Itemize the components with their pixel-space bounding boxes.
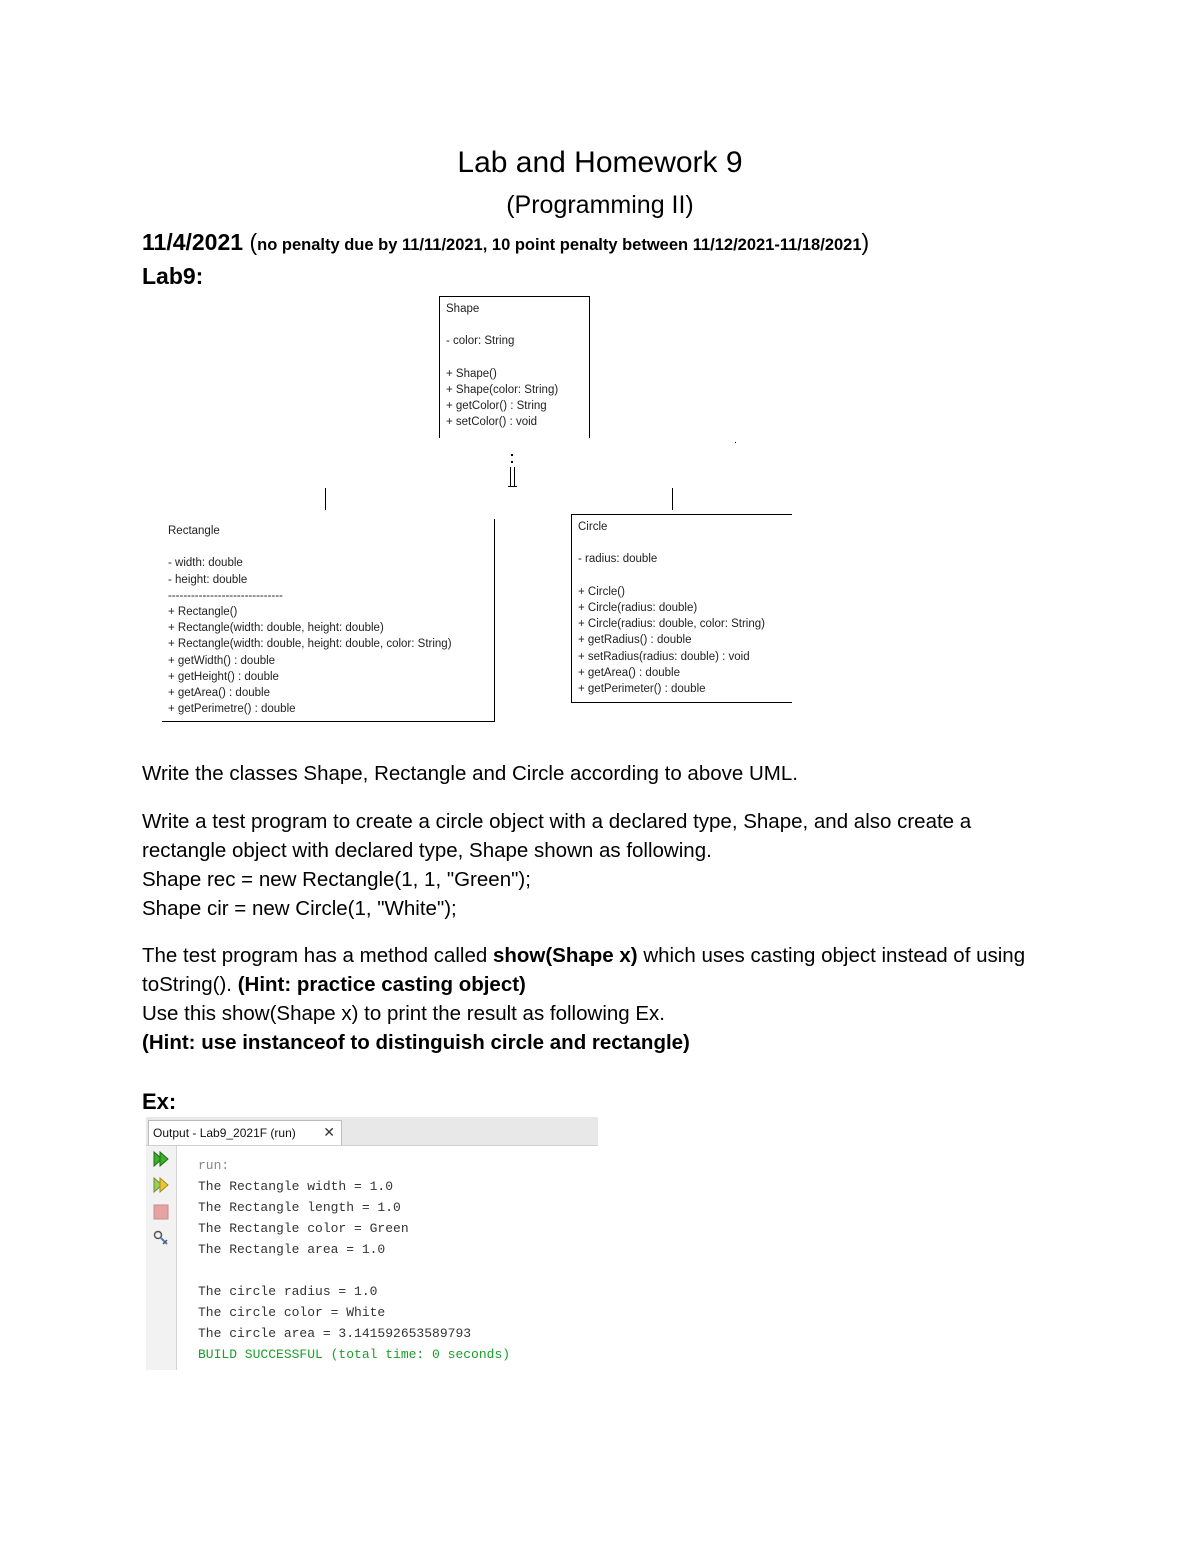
uml-attribute: - radius: double <box>578 553 658 566</box>
example-label: Ex: <box>142 1089 177 1114</box>
uml-shape-class <box>439 296 590 438</box>
uml-method: + setRadius(radius: double) : void <box>578 650 750 663</box>
uml-class-name: Rectangle <box>168 525 220 537</box>
output-toolbar <box>146 1146 177 1370</box>
text-line: Use this show(Shape x) to print the result as following Ex. <box>142 1002 665 1025</box>
settings-icon[interactable] <box>151 1229 171 1249</box>
uml-method: + getArea() : double <box>578 666 680 679</box>
date: 11/4/2021 <box>142 229 244 255</box>
uml-method: + getArea() : double <box>168 686 270 699</box>
console-line: The Rectangle width = 1.0 <box>198 1179 394 1194</box>
page-subtitle: (Programming II) <box>506 191 694 219</box>
date-paren-close: ) <box>861 229 870 255</box>
uml-method: + Rectangle(width: double, height: double, color: String) <box>168 638 452 651</box>
uml-connector <box>672 488 673 510</box>
code-line: Shape rec = new Rectangle(1, 1, "Green"); <box>142 868 531 891</box>
console-line: The Rectangle length = 1.0 <box>198 1200 401 1215</box>
hint: (Hint: practice casting object) <box>237 973 526 996</box>
ide-output-window <box>146 1117 598 1370</box>
uml-connector <box>514 467 515 487</box>
uml-separator: ------------------------------ <box>168 589 283 602</box>
date-line <box>142 229 869 256</box>
uml-connector <box>735 442 736 443</box>
date-paren-open: ( <box>243 229 258 255</box>
uml-method: + Shape() <box>446 367 497 380</box>
console-line: The Rectangle color = Green <box>198 1221 409 1236</box>
text-line: rectangle object with declared type, Shape shown as following. <box>142 839 712 862</box>
stop-icon[interactable] <box>151 1203 171 1223</box>
output-tab[interactable] <box>148 1120 342 1145</box>
uml-connector <box>508 486 517 487</box>
hint: (Hint: use instanceof to distinguish circle and rectangle) <box>142 1031 690 1054</box>
instruction-paragraph: Write the classes Shape, Rectangle and Circle according to above UML. <box>142 762 798 785</box>
uml-method: + setColor() : void <box>446 416 538 429</box>
console-line <box>198 1260 510 1281</box>
uml-connector <box>510 467 511 487</box>
uml-method: + getPerimetre() : double <box>168 703 296 716</box>
console-line: The circle radius = 1.0 <box>198 1284 378 1299</box>
uml-connector <box>511 461 513 463</box>
instruction-paragraph <box>142 807 971 923</box>
console-line: BUILD SUCCESSFUL (total time: 0 seconds) <box>198 1347 511 1362</box>
uml-method: + Circle(radius: double) <box>578 601 698 614</box>
uml-method: + Rectangle(width: double, height: double) <box>168 622 384 635</box>
text-line: Write a test program to create a circle object with a declared type, Shape, and also create a <box>142 810 972 833</box>
uml-connector <box>511 454 513 456</box>
uml-class-name: Circle <box>578 521 608 533</box>
text-line: The test program has a method called show(Shape x) which uses casting object instead of using <box>142 944 1026 967</box>
uml-method: + getRadius() : double <box>578 634 692 647</box>
code-line: Shape cir = new Circle(1, "White"); <box>142 897 457 920</box>
uml-method: + getColor() : String <box>446 400 547 413</box>
page-title: Lab and Homework 9 <box>457 146 743 179</box>
console-line: The circle area = 3.141592653589793 <box>198 1326 472 1341</box>
run-icon[interactable] <box>151 1150 171 1170</box>
method-name: show(Shape x) <box>492 944 638 967</box>
output-console <box>198 1155 510 1365</box>
uml-class-name: Shape <box>446 303 480 315</box>
output-tab-bar <box>146 1117 598 1146</box>
uml-method: + Shape(color: String) <box>446 383 559 396</box>
uml-method: + getPerimeter() : double <box>578 682 706 695</box>
uml-method: + getWidth() : double <box>168 654 276 667</box>
uml-attribute: - color: String <box>446 335 515 348</box>
rerun-icon[interactable] <box>151 1176 171 1196</box>
instruction-paragraph <box>142 941 1025 1057</box>
console-line: run: <box>198 1158 230 1173</box>
output-tab-label: Output - Lab9_2021F (run) <box>153 1126 296 1140</box>
uml-connector <box>325 488 326 510</box>
close-icon[interactable]: ✕ <box>323 1124 335 1140</box>
console-line: The Rectangle area = 1.0 <box>198 1242 386 1257</box>
uml-attribute: - height: double <box>168 573 248 586</box>
due-note: no penalty due by 11/11/2021, 10 point penalty between 11/12/2021-11/18/2021 <box>257 236 862 254</box>
uml-method: + getHeight() : double <box>168 670 279 683</box>
uml-method: + Rectangle() <box>168 605 238 618</box>
uml-method: + Circle() <box>578 585 625 598</box>
uml-method: + Circle(radius: double, color: String) <box>578 618 765 631</box>
uml-circle-class <box>571 514 792 703</box>
uml-attribute: - width: double <box>168 557 243 570</box>
console-line: The circle color = White <box>198 1305 386 1320</box>
text-line: toString(). (Hint: practice casting object) <box>142 973 526 996</box>
lab-label: Lab9: <box>142 263 204 289</box>
uml-rectangle-class <box>162 519 495 722</box>
